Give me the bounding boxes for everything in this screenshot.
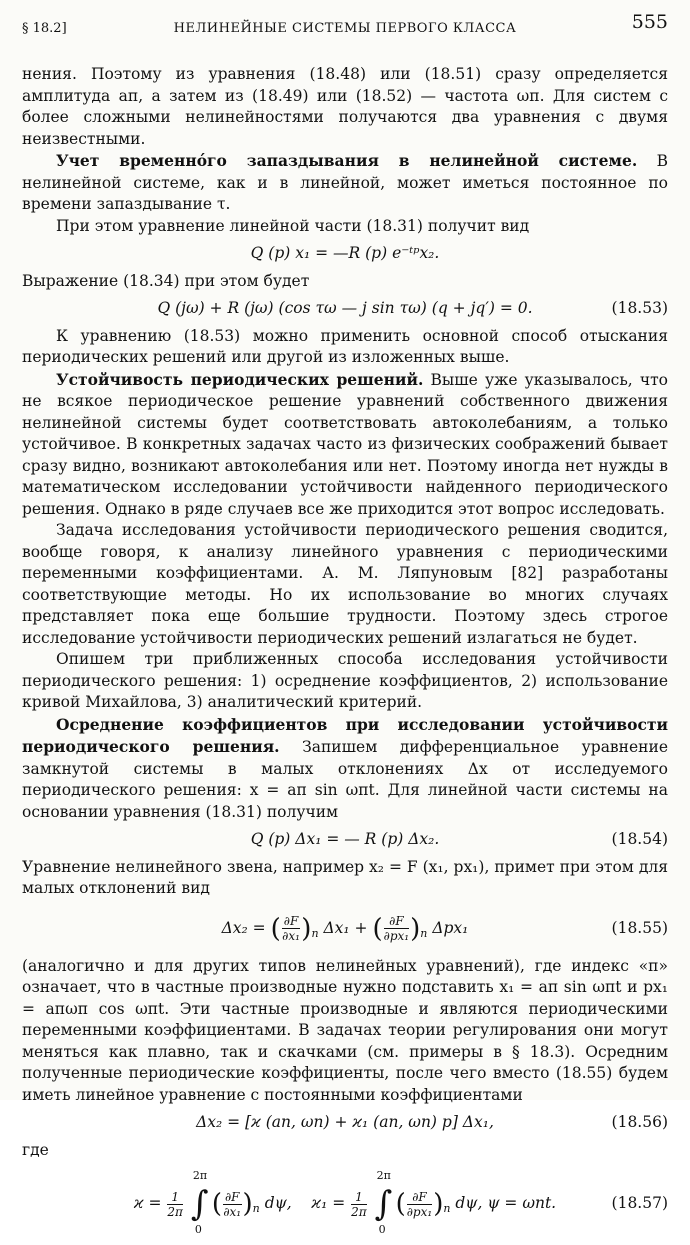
- paragraph-delay-text: В нелинейной системе, как и в линейной, может иметься постоянное по времени запаздывание τ.: [22, 152, 668, 213]
- section-ref: § 18.2]: [22, 21, 67, 36]
- right-paren: ): [301, 913, 312, 944]
- fraction-denominator: ∂px₁: [383, 929, 410, 943]
- paragraph-delay: [22, 150, 668, 216]
- subscript: п: [311, 926, 319, 940]
- paragraph-averaging: [22, 714, 668, 824]
- fraction-denominator: 2π: [167, 1204, 183, 1219]
- equation-number: (18.54): [611, 830, 668, 848]
- coefficient-fraction: [351, 1190, 367, 1219]
- fraction-denominator: 2π: [351, 1204, 367, 1219]
- left-paren: (: [395, 1189, 406, 1219]
- paragraph-11: (аналогично и для других типов нелинейных уравнений), где индекс «п» означает, что в частные производные нужно подставить x₁ = aп sin ωпt и px₁ = aпωп cos ωпt. Эти частные производные и являются периодическими переменными коэффициентами. В задачах теории регулирования они могут меняться как плавно, так и скачками (см. примеры в § 18.3). Осредним полученные периодические коэффициенты, после чего вместо (18.55) будем иметь линейное уравнение с постоянными коэффициентами: [22, 956, 668, 1104]
- subscript: п: [252, 1202, 260, 1215]
- fraction-denominator: ∂px₁: [406, 1204, 433, 1219]
- subscript: п: [420, 926, 428, 940]
- heading-stability: Устойчивость периодических решений.: [56, 369, 424, 389]
- heading-averaging: Осреднение коэффициентов при исследовании устойчивости периодического решения.: [22, 714, 668, 756]
- paragraph-3: При этом уравнение линейной части (18.31) получит вид: [56, 216, 530, 235]
- eq55-middle: Δx₁ +: [323, 918, 368, 937]
- fraction-numerator: ∂F: [384, 914, 409, 929]
- paragraph-10: Уравнение нелинейного звена, например x₂ = F (x₁, px₁), примет при этом для малых отклонений вид: [22, 857, 668, 897]
- subscript: п: [443, 1202, 451, 1215]
- eq55-end: Δpx₁: [432, 918, 469, 937]
- right-paren: ): [410, 913, 421, 944]
- equation-number: (18.57): [611, 1194, 668, 1212]
- equation-number: (18.55): [611, 918, 668, 937]
- paragraph-4: Выражение (18.34) при этом будет: [22, 271, 310, 290]
- page-body: [22, 64, 668, 1245]
- fraction-numerator: ∂F: [283, 914, 299, 928]
- equation-number: (18.56): [611, 1113, 668, 1131]
- paragraph-where: где: [22, 1140, 49, 1159]
- paragraph-1: нения. Поэтому из уравнения (18.48) или (18.51) сразу определяется амплитуда aп, а затем из (18.49) или (18.52) — частота ωп. Для систем с более сложными нелинейностями получаются два уравнения с двумя неизвестными.: [22, 65, 668, 148]
- paragraph-7: Задача исследования устойчивости периодического решения сводится, вообще говоря, к анализу линейного уравнения с периодическими переменными коэффициентами. А. М. Ляпуновым [82] разработаны соответствующие методы. Но их использование во многих случаях представляет пока еще большие трудности. Поэтому здесь строгое исследование устойчивости периодических решений излагаться не будет.: [22, 521, 668, 647]
- integral-sign: 2π ∫ 0: [374, 1169, 393, 1236]
- fraction-numerator: 1: [167, 1190, 183, 1205]
- differential: dψ,: [455, 1194, 483, 1212]
- paragraph-averaging-text: Запишем дифференциальное уравнение замкнутой системы в малых отклонениях Δx от исследуемого периодического решения: x = aп sin ωпt. Для линейной части системы на основании уравнения (18.31) получим: [22, 738, 668, 821]
- equation-18-54-formula: Q (p) Δx₁ = — R (p) Δx₂.: [250, 830, 440, 848]
- fraction-denominator: ∂x₁: [282, 929, 300, 943]
- running-header: [22, 11, 668, 38]
- kappa-label: ϰ =: [133, 1194, 162, 1212]
- paragraph-stability: [22, 369, 668, 521]
- integral-upper-limit: 2π: [376, 1169, 391, 1182]
- fraction-numerator: ∂F: [224, 1189, 240, 1204]
- equation-18-57: [22, 1167, 668, 1239]
- equation-linear-part: [22, 243, 668, 265]
- integral-lower-limit: 0: [194, 1223, 202, 1236]
- equation-18-56-formula: Δx₂ = [ϰ (aп, ωп) + ϰ₁ (aп, ωп) p] Δx₁,: [196, 1113, 494, 1131]
- left-paren: (: [211, 1189, 222, 1219]
- differential: dψ,: [264, 1194, 292, 1212]
- partial-fraction: [407, 1190, 432, 1219]
- eq55-lhs: Δx₂ =: [221, 918, 266, 937]
- right-paren: ): [433, 1189, 444, 1219]
- paragraph-8: Опишем три приближенных способа исследования устойчивости периодического решения: 1) осреднение коэффициентов, 2) использование кривой Михайлова, 3) аналитический критерий.: [22, 650, 668, 711]
- left-paren: (: [372, 913, 383, 944]
- right-paren: ): [242, 1189, 253, 1219]
- page-number: 555: [631, 11, 668, 33]
- equation-18-54: [22, 829, 668, 851]
- equation-18-55: [22, 906, 668, 950]
- kappa1-label: ϰ₁ =: [311, 1194, 346, 1212]
- equation-18-56: [22, 1112, 668, 1134]
- equation-18-53: [22, 298, 668, 320]
- heading-delay: Учет временнóго запаздывания в нелинейной системе.: [56, 151, 638, 170]
- equation-number: (18.53): [611, 299, 668, 317]
- partial-fraction: [282, 914, 301, 943]
- fraction-numerator: ∂F: [407, 1190, 432, 1205]
- equation-linear-part-formula: Q (p) x₁ = —R (p) e⁻ᵗᵖx₂.: [250, 244, 440, 262]
- fraction-denominator: ∂x₁: [223, 1204, 242, 1219]
- psi-definition: ψ = ωпt.: [487, 1194, 557, 1212]
- integral-upper-limit: 2π: [192, 1169, 208, 1182]
- paragraph-stability-text: Выше уже указывалось, что не всякое периодическое решение уравнений собственного движения нелинейной системы будет соответствовать автоколебаниям, а только устойчивое. В конкретных задачах часто из физических соображений бывает сразу видно, возникают автоколебания или нет. Поэтому иногда нет нужды в математическом исследовании устойчивости найденного периодического решения. Однако в ряде случаев все же приходится этот вопрос исследовать.: [22, 370, 668, 518]
- left-paren: (: [270, 913, 281, 944]
- integral-sign: 2π ∫ 0: [190, 1169, 209, 1236]
- fraction-numerator: 1: [351, 1190, 367, 1205]
- chapter-title: НЕЛИНЕЙНЫЕ СИСТЕМЫ ПЕРВОГО КЛАССА: [173, 21, 517, 36]
- integral-lower-limit: 0: [378, 1223, 386, 1236]
- coefficient-fraction: [167, 1190, 183, 1219]
- partial-fraction: [223, 1190, 242, 1219]
- paragraph-5: К уравнению (18.53) можно применить основной способ отыскания периодических решений или другой из изложенных выше.: [22, 326, 668, 366]
- partial-fraction: [384, 914, 409, 943]
- equation-18-53-formula: Q (jω) + R (jω) (cos τω — j sin τω) (q + jq′) = 0.: [157, 299, 533, 317]
